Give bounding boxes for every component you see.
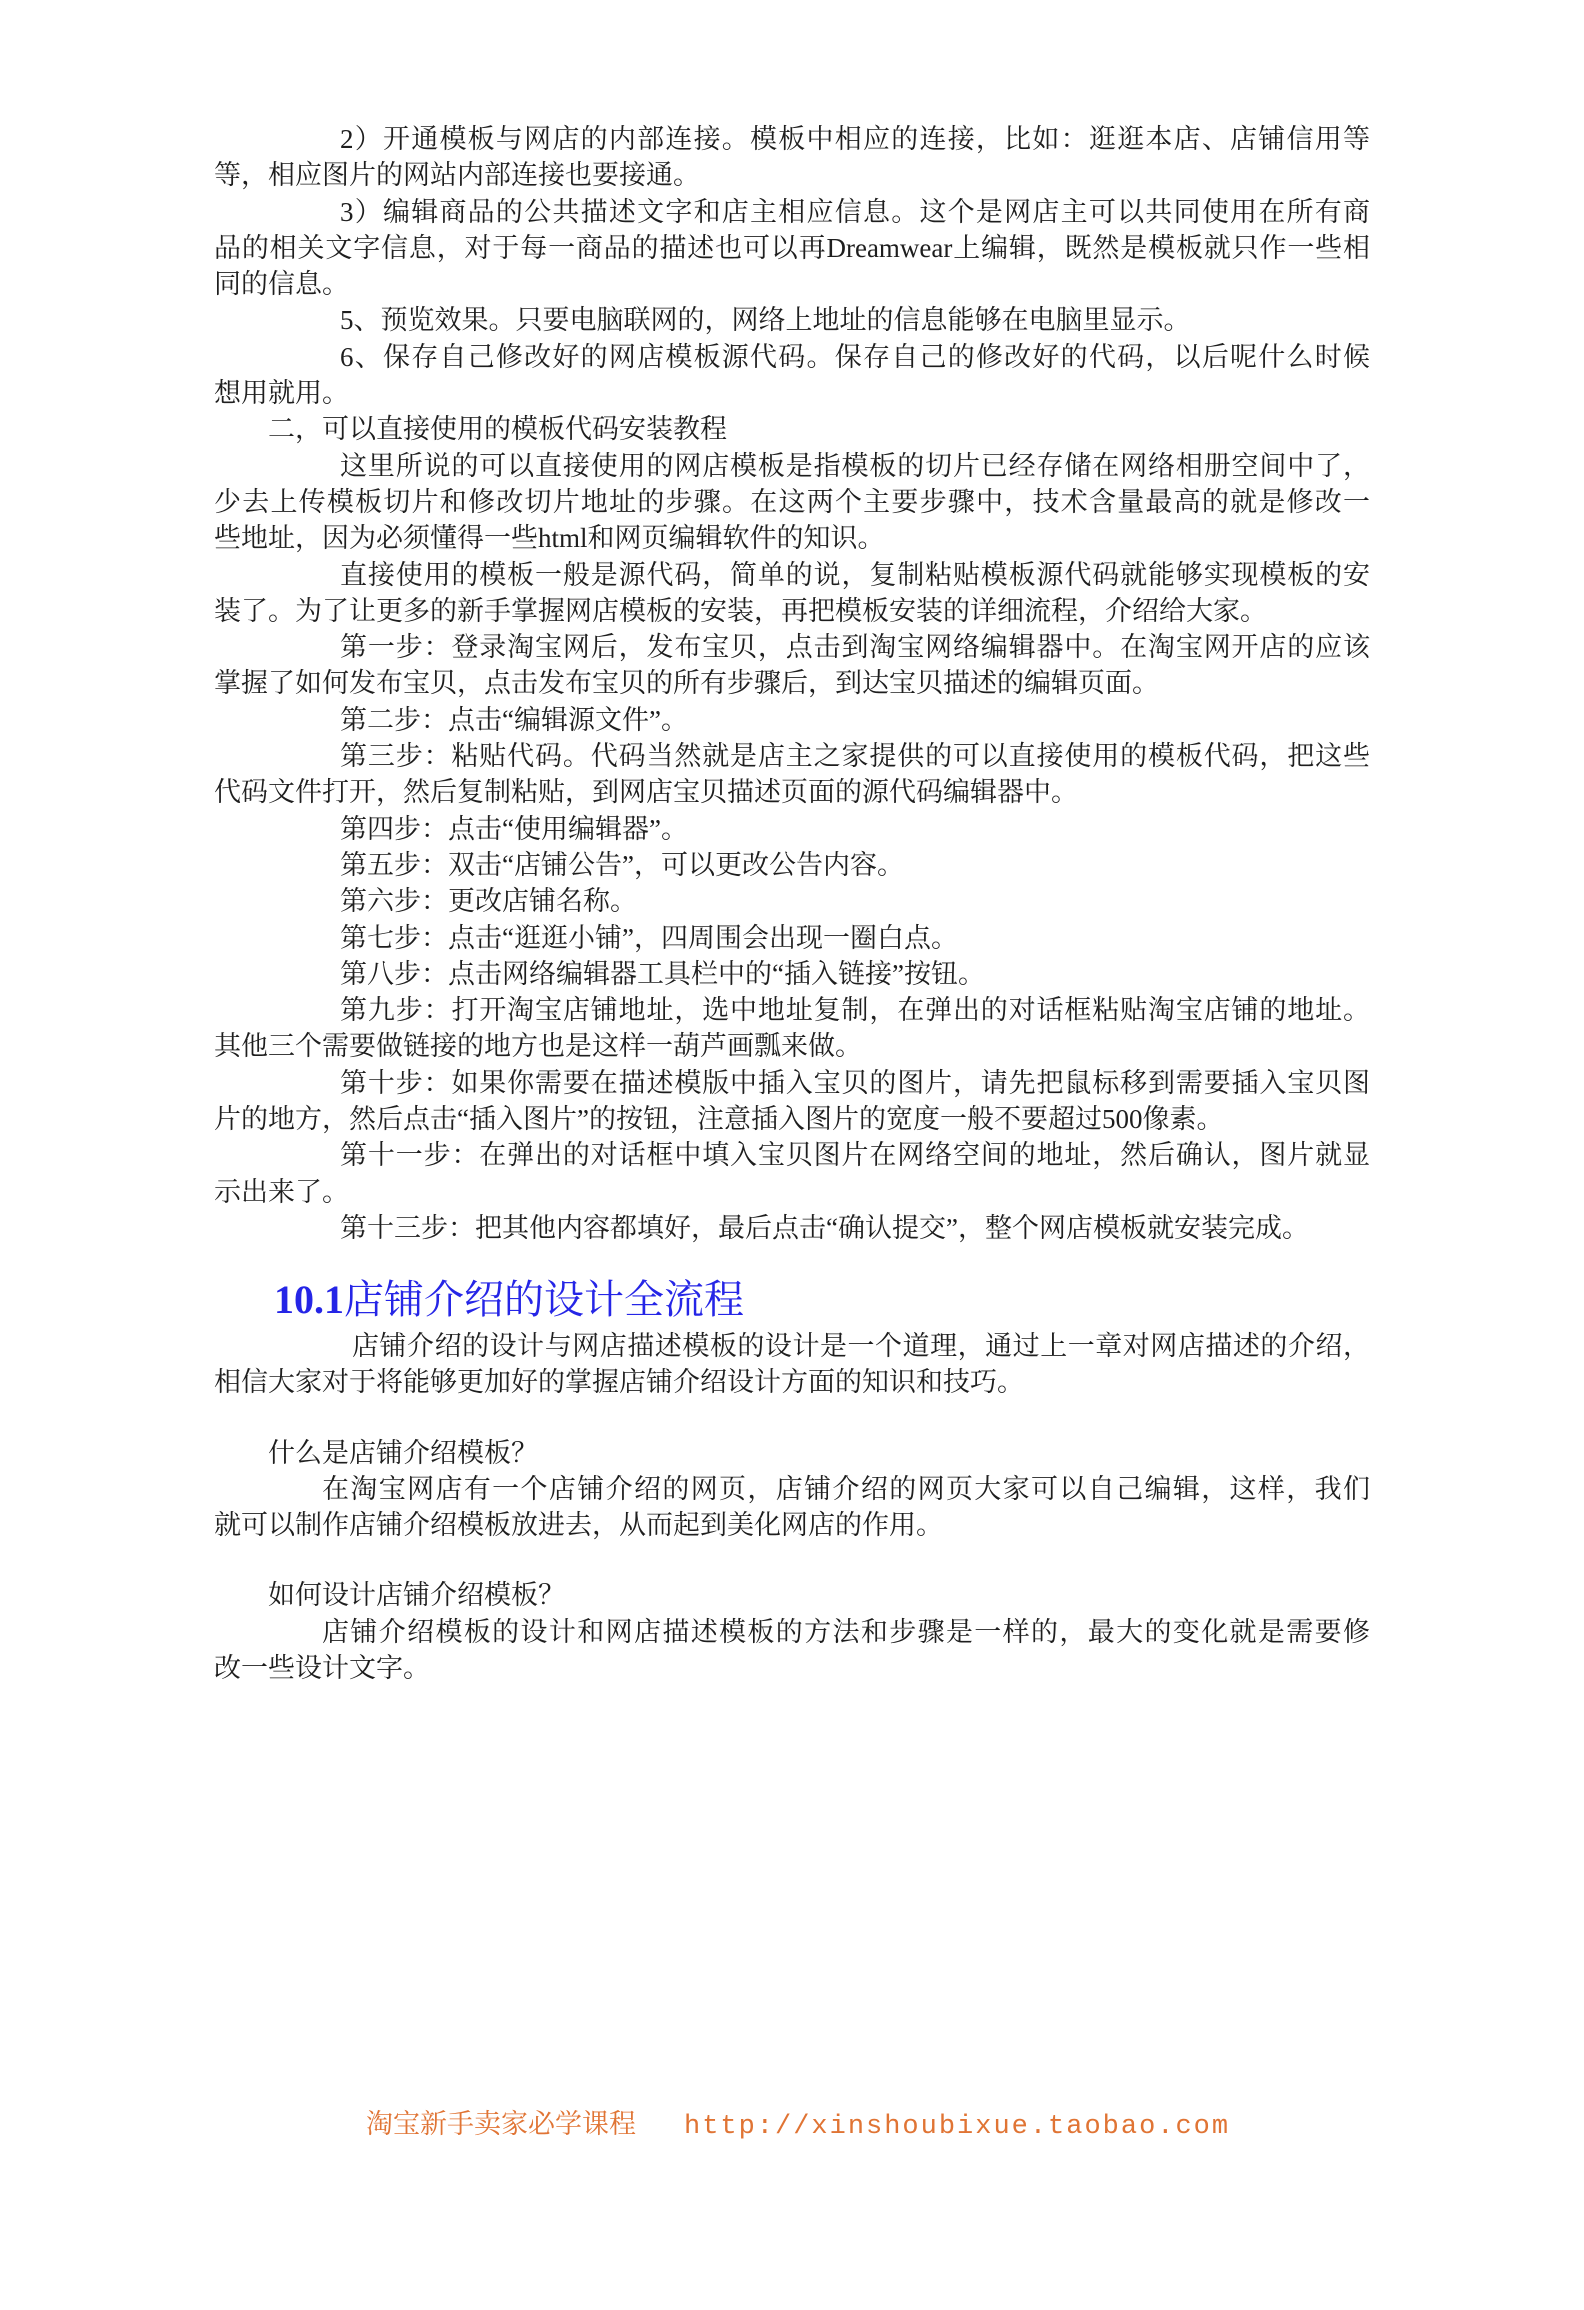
text-line: 改一些设计文字。 <box>214 1653 430 1684</box>
paragraph <box>214 1577 1370 1613</box>
paragraph <box>214 1614 1370 1687</box>
text-line: 就可以制作店铺介绍模板放进去，从而起到美化网店的作用。 <box>214 1510 943 1541</box>
text-line: 等，相应图片的网站内部连接也要接通。 <box>214 160 700 191</box>
text-line: 第三步：粘贴代码。代码当然就是店主之家提供的可以直接使用的模板代码，把这些 <box>340 741 1370 772</box>
text-line: 在淘宝网店有一个店铺介绍的网页，店铺介绍的网页大家可以自己编辑，这样，我们 <box>322 1473 1370 1504</box>
page-footer <box>366 2106 1230 2145</box>
text-line: 掌握了如何发布宝贝，点击发布宝贝的所有步骤后，到达宝贝描述的编辑页面。 <box>214 668 1159 699</box>
text-line: 少去上传模板切片和修改切片地址的步骤。在这两个主要步骤中，技术含量最高的就是修改一 <box>214 486 1370 517</box>
text-line: 6、保存自己修改好的网店模板源代码。保存自己的修改好的代码，以后呢什么时候 <box>340 341 1370 372</box>
text-line: 第一步：登录淘宝网后，发布宝贝，点击到淘宝网络编辑器中。在淘宝网开店的应该 <box>340 632 1370 663</box>
paragraph <box>214 411 1370 447</box>
section-number: 10.1 <box>274 1277 344 1322</box>
text-line: 第二步：点击“编辑源文件”。 <box>340 704 688 735</box>
section-title: 店铺介绍的设计全流程 <box>344 1277 744 1322</box>
text-line: 店铺介绍模板的设计和网店描述模板的方法和步骤是一样的，最大的变化就是需要修 <box>322 1616 1370 1647</box>
text-line: 第十三步：把其他内容都填好，最后点击“确认提交”，整个网店模板就安装完成。 <box>340 1212 1309 1243</box>
paragraph <box>214 956 1370 992</box>
paragraph <box>214 883 1370 919</box>
section-heading <box>274 1276 744 1324</box>
footer-course: 淘宝新手卖家必学课程 <box>366 2109 636 2139</box>
paragraph <box>214 557 1370 630</box>
text-line: 同的信息。 <box>214 269 349 300</box>
text-line: 第九步：打开淘宝店铺地址，选中地址复制，在弹出的对话框粘贴淘宝店铺的地址。 <box>340 995 1370 1026</box>
text-line: 代码文件打开，然后复制粘贴，到网店宝贝描述页面的源代码编辑器中。 <box>214 777 1078 808</box>
footer-url: http://xinshoubixue.taobao.com <box>684 2112 1231 2142</box>
text-line: 第五步：双击“店铺公告”，可以更改公告内容。 <box>340 849 904 880</box>
paragraph <box>214 1210 1370 1246</box>
paragraph <box>214 811 1370 847</box>
text-line: 第六步：更改店铺名称。 <box>340 886 637 917</box>
paragraph <box>214 1471 1370 1544</box>
text-line: 示出来了。 <box>214 1176 349 1207</box>
text-line: 3）编辑商品的公共描述文字和店主相应信息。这个是网店主可以共同使用在所有商 <box>340 196 1370 227</box>
text-line: 如何设计店铺介绍模板？ <box>268 1580 565 1611</box>
paragraph <box>214 1137 1370 1210</box>
body-section-install-steps <box>214 121 1370 1246</box>
text-line: 装了。为了让更多的新手掌握网店模板的安装，再把模板安装的详细流程，介绍给大家。 <box>214 595 1267 626</box>
text-line: 想用就用。 <box>214 378 349 409</box>
paragraph <box>214 920 1370 956</box>
text-line: 品的相关文字信息，对于每一商品的描述也可以再Dreamwear上编辑，既然是模板就只作一些相 <box>214 232 1370 263</box>
text-line: 第十一步：在弹出的对话框中填入宝贝图片在网络空间的地址，然后确认，图片就显 <box>340 1140 1370 1171</box>
paragraph-gap <box>214 1543 1370 1577</box>
paragraph-gap <box>214 1401 1370 1435</box>
text-line: 些地址，因为必须懂得一些html和网页编辑软件的知识。 <box>214 523 885 554</box>
text-line: 第十步：如果你需要在描述模版中插入宝贝的图片，请先把鼠标移到需要插入宝贝图 <box>340 1067 1370 1098</box>
text-line: 第八步：点击网络编辑器工具栏中的“插入链接”按钮。 <box>340 958 985 989</box>
paragraph <box>214 992 1370 1065</box>
paragraph <box>214 847 1370 883</box>
paragraph <box>214 339 1370 412</box>
text-line: 5、预览效果。只要电脑联网的，网络上地址的信息能够在电脑里显示。 <box>340 305 1191 336</box>
text-line: 2）开通模板与网店的内部连接。模板中相应的连接，比如：逛逛本店、店铺信用等 <box>340 124 1370 154</box>
body-section-shop-intro <box>214 1328 1370 1686</box>
text-line: 第七步：点击“逛逛小铺”，四周围会出现一圈白点。 <box>340 922 958 953</box>
text-line: 这里所说的可以直接使用的网店模板是指模板的切片已经存储在网络相册空间中了， <box>340 450 1370 481</box>
text-line: 片的地方，然后点击“插入图片”的按钮，注意插入图片的宽度一般不要超过500像素。 <box>214 1104 1224 1135</box>
paragraph <box>214 302 1370 338</box>
paragraph <box>214 1328 1370 1401</box>
paragraph <box>214 738 1370 811</box>
paragraph <box>214 121 1370 194</box>
paragraph <box>214 1065 1370 1138</box>
text-line: 第四步：点击“使用编辑器”。 <box>340 813 688 844</box>
text-line: 直接使用的模板一般是源代码，简单的说，复制粘贴模板源代码就能够实现模板的安 <box>340 559 1370 590</box>
text-line: 什么是店铺介绍模板？ <box>268 1437 538 1468</box>
text-line: 相信大家对于将能够更加好的掌握店铺介绍设计方面的知识和技巧。 <box>214 1367 1024 1398</box>
text-line: 二，可以直接使用的模板代码安装教程 <box>268 414 727 445</box>
paragraph <box>214 448 1370 557</box>
paragraph <box>214 702 1370 738</box>
text-line: 其他三个需要做链接的地方也是这样一葫芦画瓢来做。 <box>214 1031 862 1062</box>
paragraph <box>214 1435 1370 1471</box>
text-line: 店铺介绍的设计与网店描述模板的设计是一个道理，通过上一章对网店描述的介绍， <box>352 1331 1370 1361</box>
paragraph <box>214 629 1370 702</box>
paragraph <box>214 194 1370 303</box>
